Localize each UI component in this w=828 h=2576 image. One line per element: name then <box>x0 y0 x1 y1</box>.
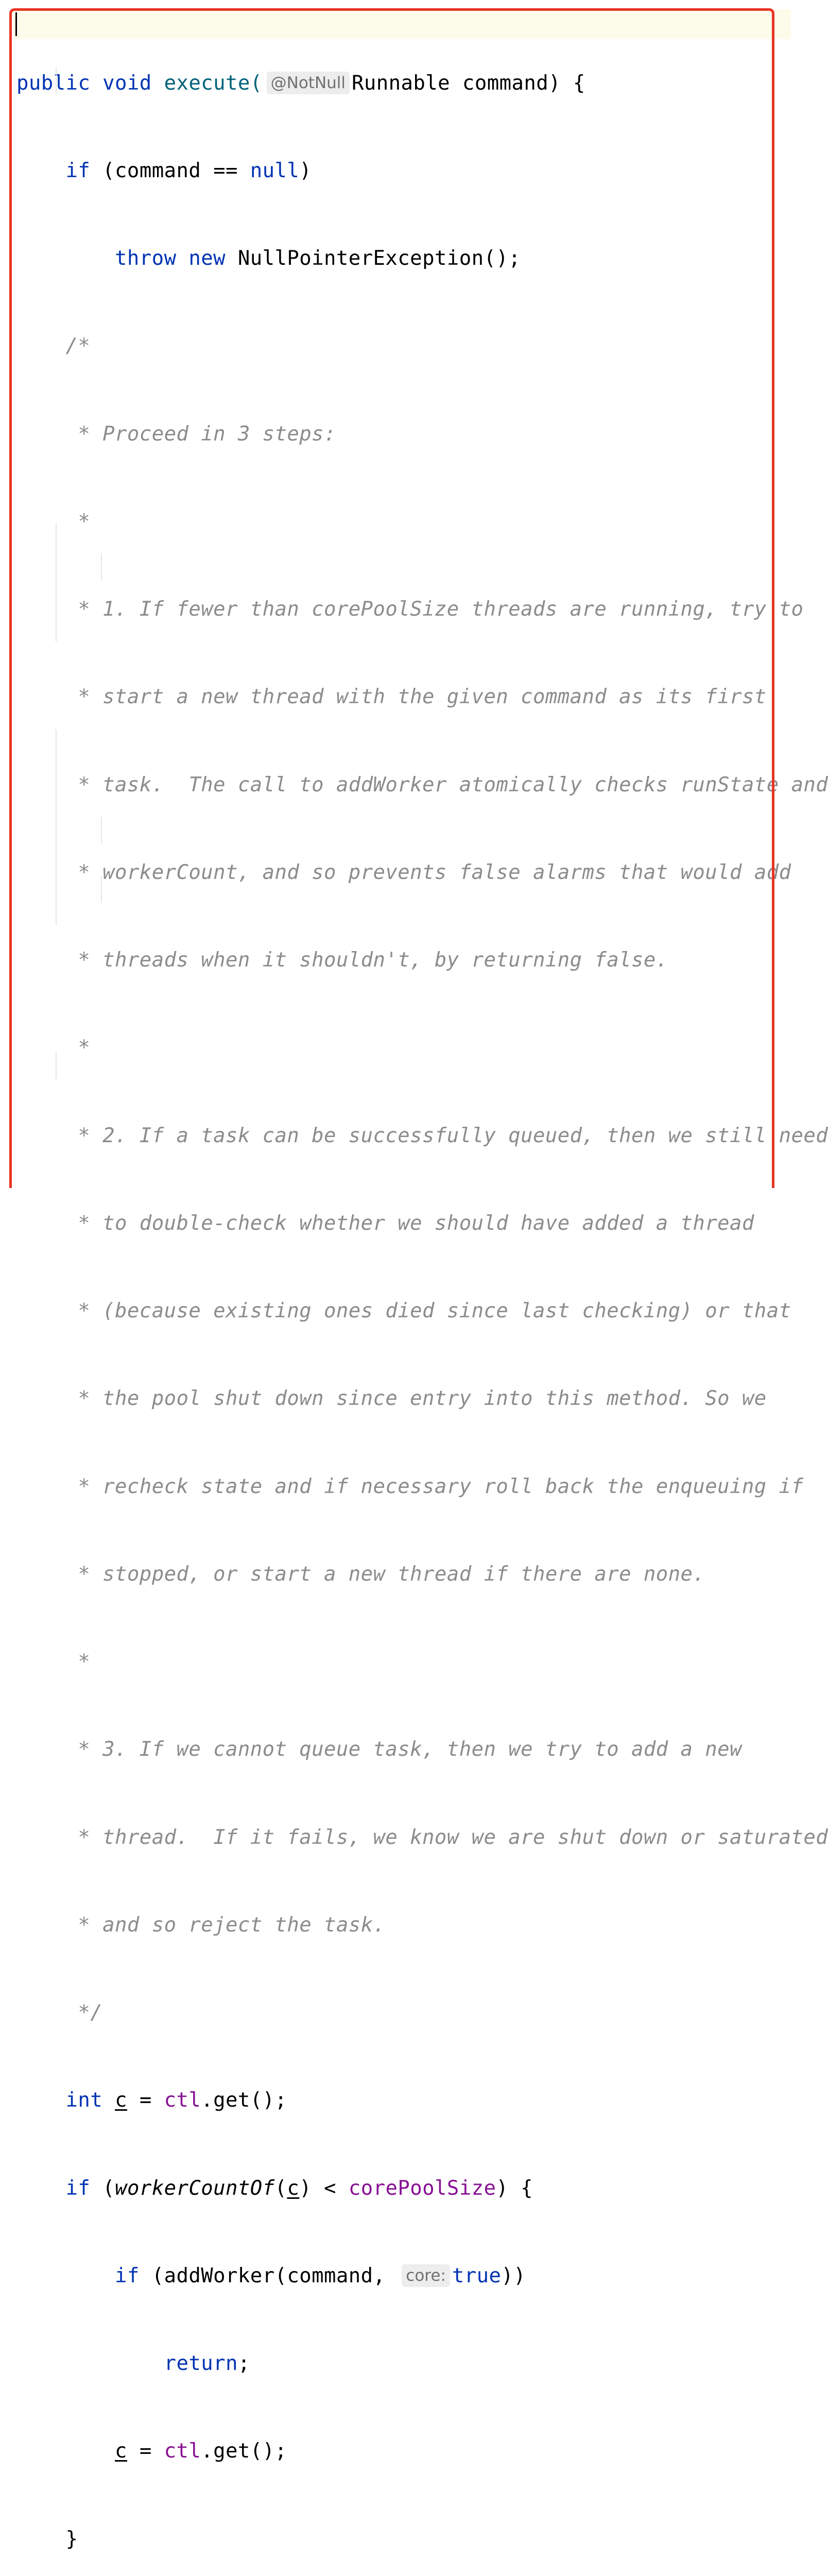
comment-line: * Proceed in 3 steps: <box>65 422 336 446</box>
code-line: int c = ctl.get(); <box>65 2089 287 2112</box>
code-line: throw new NullPointerException(); <box>115 247 521 270</box>
comment-line: * stopped, or start a new thread if there are none. <box>65 1562 705 1586</box>
indent-guide <box>101 817 102 844</box>
comment-line: * <box>65 510 91 533</box>
annotation-hint: @NotNull <box>267 72 350 94</box>
comment-line: * <box>65 1650 91 1673</box>
indent-guide <box>101 876 102 903</box>
comment-line: * <box>65 1036 91 1060</box>
indent-guide <box>56 730 57 925</box>
comment-line: * thread. If it fails, we know we are shut down or saturated <box>65 1825 828 1849</box>
indent-guide <box>56 523 57 642</box>
indent-guide <box>101 553 102 580</box>
indent-guide <box>56 67 57 94</box>
comment-line: * (because existing ones died since last checking) or that <box>65 1299 791 1323</box>
comment-line: * threads when it shouldn't, by returning false. <box>65 948 668 972</box>
code-line: c = ctl.get(); <box>115 2439 287 2463</box>
parameter-hint: core: <box>402 2264 450 2287</box>
comment-line: * 2. If a task can be successfully queued, then we still need <box>65 1124 828 1147</box>
comment-line: * recheck state and if necessary roll back the enqueuing if <box>65 1475 804 1498</box>
indent-guide <box>56 1052 57 1079</box>
comment-line: */ <box>65 2001 103 2024</box>
code-line: return; <box>164 2352 250 2375</box>
code-line: } <box>65 2527 78 2551</box>
comment-line: * start a new thread with the given command as its first <box>65 685 767 709</box>
text-caret <box>15 12 17 36</box>
code-line: if (workerCountOf(c) < corePoolSize) { <box>65 2176 533 2200</box>
code-line: if (command == null) <box>65 159 312 182</box>
comment-line: * 3. If we cannot queue task, then we try to add a new <box>65 1738 742 1761</box>
code-line: if (addWorker(command, core: true)) <box>115 2264 526 2287</box>
comment-line: * workerCount, and so prevents false alarms that would add <box>65 860 791 884</box>
comment-line: * task. The call to addWorker atomically checks runState and <box>65 773 828 796</box>
code-line: public void execute( @NotNull Runnable command) { <box>16 71 585 95</box>
comment-line: * 1. If fewer than corePoolSize threads are running, try to <box>65 598 804 621</box>
code-content[interactable] <box>16 10 828 2576</box>
comment-line: /* <box>65 334 91 358</box>
comment-line: * the pool shut down since entry into this method. So we <box>65 1387 767 1411</box>
comment-line: * and so reject the task. <box>65 1913 386 1937</box>
comment-line: * to double-check whether we should have added a thread <box>65 1211 754 1235</box>
